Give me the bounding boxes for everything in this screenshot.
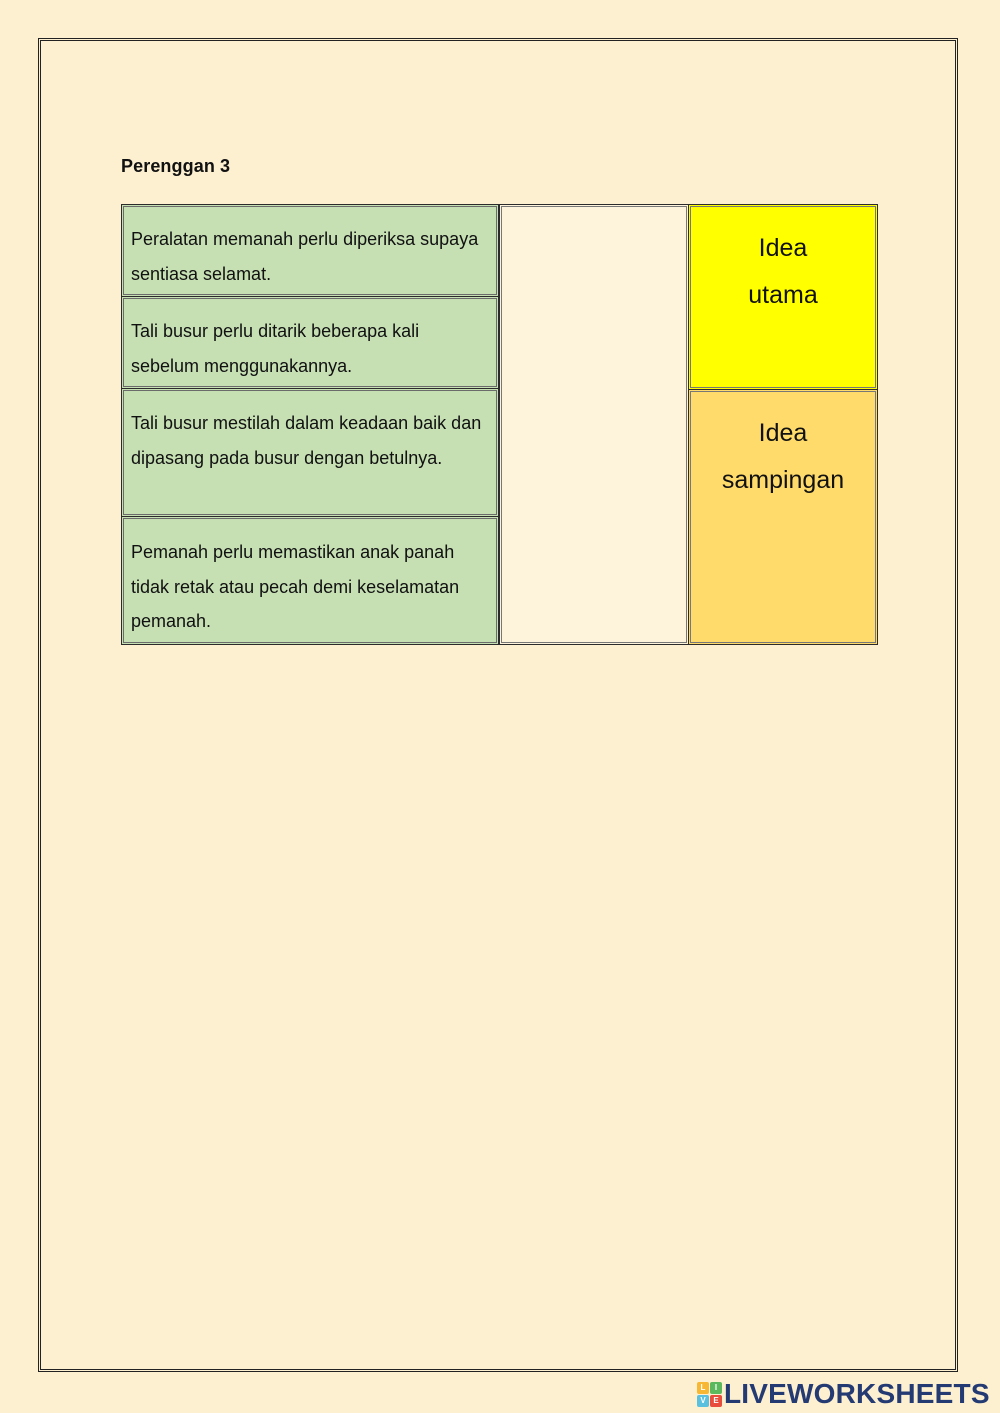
- liveworksheets-logo-icon: [697, 1382, 722, 1407]
- logo-letter: L: [697, 1382, 709, 1394]
- sentence-card[interactable]: Pemanah perlu memastikan anak panah tidak retak atau pecah demi keselamatan pemanah.: [121, 516, 499, 645]
- answer-drop-zone[interactable]: [499, 204, 689, 645]
- main-idea-line-1: Idea: [758, 234, 808, 262]
- logo-letter: E: [710, 1395, 722, 1407]
- sentence-card[interactable]: Tali busur perlu ditarik beberapa kali sebelum menggunakannya.: [121, 296, 499, 389]
- paragraph-heading: Perenggan 3: [121, 156, 231, 176]
- side-idea-line-1: Idea: [758, 419, 808, 447]
- logo-letter: I: [710, 1382, 722, 1394]
- brand-name: LIVEWORKSHEETS: [724, 1378, 990, 1409]
- liveworksheets-brand[interactable]: [697, 1378, 990, 1410]
- logo-letter: V: [697, 1395, 709, 1407]
- main-idea-line-2: utama: [748, 280, 818, 309]
- sentence-card[interactable]: Tali busur mestilah dalam keadaan baik dan dipasang pada busur dengan betulnya.: [121, 388, 499, 517]
- sentence-card[interactable]: Peralatan memanah perlu diperiksa supaya sentiasa selamat.: [121, 204, 499, 297]
- sentence-list: [121, 204, 499, 645]
- side-idea-label: [688, 389, 878, 645]
- main-idea-label: [688, 204, 878, 390]
- side-idea-line-2: sampingan: [721, 465, 845, 494]
